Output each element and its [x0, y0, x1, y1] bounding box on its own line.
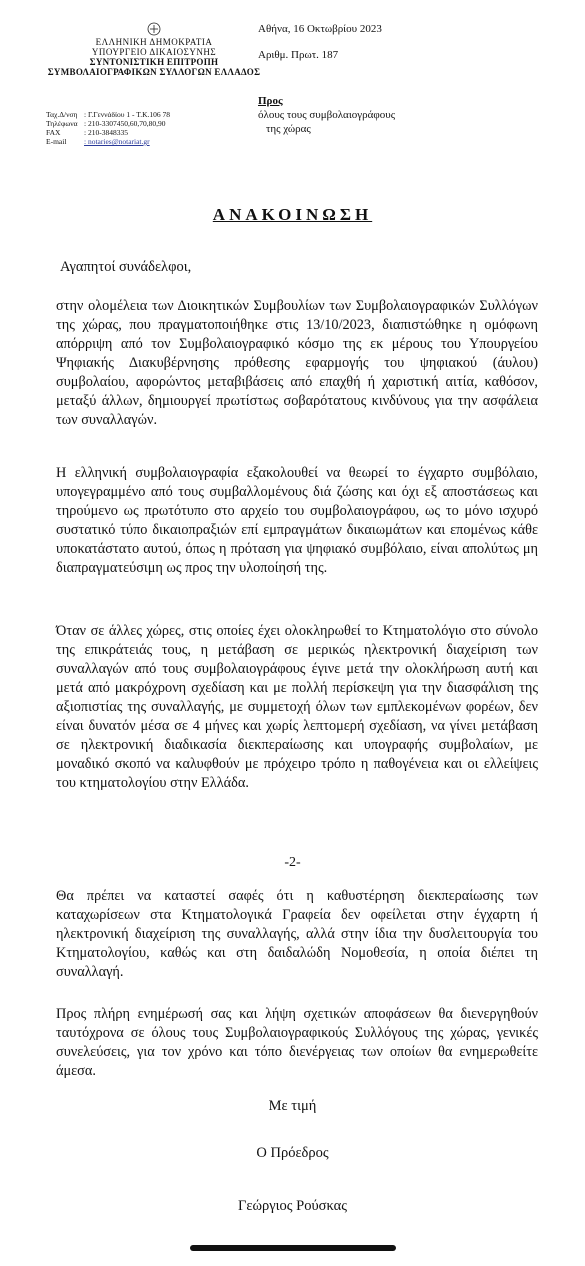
recipient-line-1: όλους τους συμβολαιογράφους	[258, 109, 396, 121]
coat-of-arms-icon	[147, 22, 161, 36]
contact-phone: Τηλέφωνα : 210-3307450,60,70,80,90	[46, 119, 166, 128]
page-number: -2-	[284, 855, 301, 870]
greeting: Αγαπητοί συνάδελφοι,	[60, 259, 192, 275]
document-meta	[258, 22, 382, 62]
signer-name: Γεώργιος Ρούσκας	[237, 1198, 347, 1214]
recipient-label: Προς	[258, 95, 283, 107]
protocol-number: Αριθμ. Πρωτ. 187	[258, 49, 339, 61]
paragraph-2: Η ελληνική συμβολαιογραφία εξακολουθεί να θεωρεί το έγχαρτο συμβόλαιο, υπογεγραμμένο από τους συμβαλλομένους διά ζώσης και όχι εξ αποστάσεως και τηρούμενο ως πρωτότυπο στο αρχείο του συμβολαιογράφου, ως το μόνο ισχυρό συστατικό τύπο δικαιοπραξιών επί εμπραγμάτων δικαιωμάτων και επομένως κάθε υποκατάστατο αυτού, όπως η πρόταση για ψηφιακό συμβόλαιο, είναι απολύτως μη διαπραγματεύσιμη ως προς την υλοποίησή της.	[56, 465, 538, 576]
paragraph-5: Προς πλήρη ενημέρωσή σας και λήψη σχετικών αποφάσεων θα διενεργηθούν ταυτόχρονα σε όλους τους Συμβολαιογραφικούς Συλλόγους της χώρας, γενικές συνελεύσεις, για τον χρόνο και τόπο διενέργειας των οποίων θα ενημερωθείτε άμεσα.	[56, 1006, 538, 1079]
paragraph-4: Θα πρέπει να καταστεί σαφές ότι η καθυστέρηση διεκπεραίωσης των καταχωρίσεων στα Κτηματολογικά Γραφεία δεν οφείλεται στην έγχαρτη ή ηλεκτρονική διαχείριση της συναλλαγής, αλλά στην ίδια την δυσλειτουργία του Κτηματολογίου, καθώς και στη δαιδαλώδη Νομοθεσία, η οποία διέπει τη συναλλαγή.	[56, 888, 538, 980]
closing: Με τιμή	[268, 1098, 317, 1114]
contact-address: Ταχ.Δ/νση : Γ.Γεννάδίου 1 - Τ.Κ.106 78	[46, 110, 171, 119]
announcement-title: ΑΝΑΚΟΙΝΩΣΗ	[212, 205, 373, 224]
paragraph-3: Όταν σε άλλες χώρες, στις οποίες έχει ολοκληρωθεί το Κτηματολόγιο στο σύνολο της επικράτειάς τους, η μετάβαση σε μερικώς ηλεκτρονική διαχείριση των συναλλαγών από τους συμβολαιογράφους έγινε μετά την ολοκλήρωση αυτή και μετά από μακρόχρονη σχεδίαση και με πολλή περίσκεψη για την διασφάλιση της αξιοπιστίας της συναλλαγής, με συμμετοχή όλων των εμπλεκομένων φορέων, δεν είναι δυνατόν μέσα σε 4 μήνες και χωρίς λεπτομερή σχεδίαση, να γίνει μετάβαση σε ηλεκτρονική διαδικασία διεκπεραίωσης και υπογραφής συμβολαίων, με μοναδικό σκοπό να καλυφθούν με πρόχειρο τρόπο η παθογένεια και οι ελλείψεις του κτηματολογίου στην Ελλάδα.	[56, 623, 538, 791]
contact-email[interactable]: E-mail : notaries@notariat.gr	[46, 137, 150, 146]
signer-role: Ο Πρόεδρος	[256, 1145, 329, 1161]
letterhead	[44, 22, 264, 77]
recipient	[258, 94, 395, 136]
home-indicator[interactable]	[190, 1245, 396, 1251]
letterhead-republic: ΕΛΛΗΝΙΚΗ ΔΗΜΟΚΡΑΤΙΑ	[95, 37, 213, 47]
contact-fax: FAX : 210-3848335	[46, 128, 128, 137]
contact-details	[46, 110, 170, 146]
letterhead-ministry: ΥΠΟΥΡΓΕΙΟ ΔΙΚΑΙΟΣΥΝΗΣ	[91, 47, 217, 57]
letterhead-associations: ΣΥΜΒΟΛΑΙΟΓΡΑΦΙΚΩΝ ΣΥΛΛΟΓΩΝ ΕΛΛΑΔΟΣ	[47, 67, 261, 77]
letterhead-committee: ΣΥΝΤΟΝΙΣΤΙΚΗ ΕΠΙΤΡΟΠΗ	[89, 57, 219, 67]
paragraph-1: στην ολομέλεια των Διοικητικών Συμβουλίων των Συμβολαιογραφικών Συλλόγων της χώρας, που πραγματοποιήθηκε στις 13/10/2023, διαπιστώθηκε η ομόφωνη απόρριψη από τον Συμβολαιογραφικό κόσμο της εκ μέρους του Υπουργείου Ψηφιακής Διακυβέρνησης πρόθεσης εφαρμογής του ψηφιακού (άυλου) συμβολαίου, αφορώντος μεταβιβάσεις από επαχθή ή χαριστική αιτία, καθόσον, μεταξύ άλλων, δημιουργεί πρωτίστως σοβαρότατους κινδύνους για την ασφάλεια των συναλλαγών.	[56, 298, 538, 428]
email-link[interactable]: : notaries@notariat.gr	[84, 137, 150, 146]
recipient-line-2: της χώρας	[266, 123, 311, 135]
document-date: Αθήνα, 16 Οκτωβρίου 2023	[258, 23, 382, 35]
